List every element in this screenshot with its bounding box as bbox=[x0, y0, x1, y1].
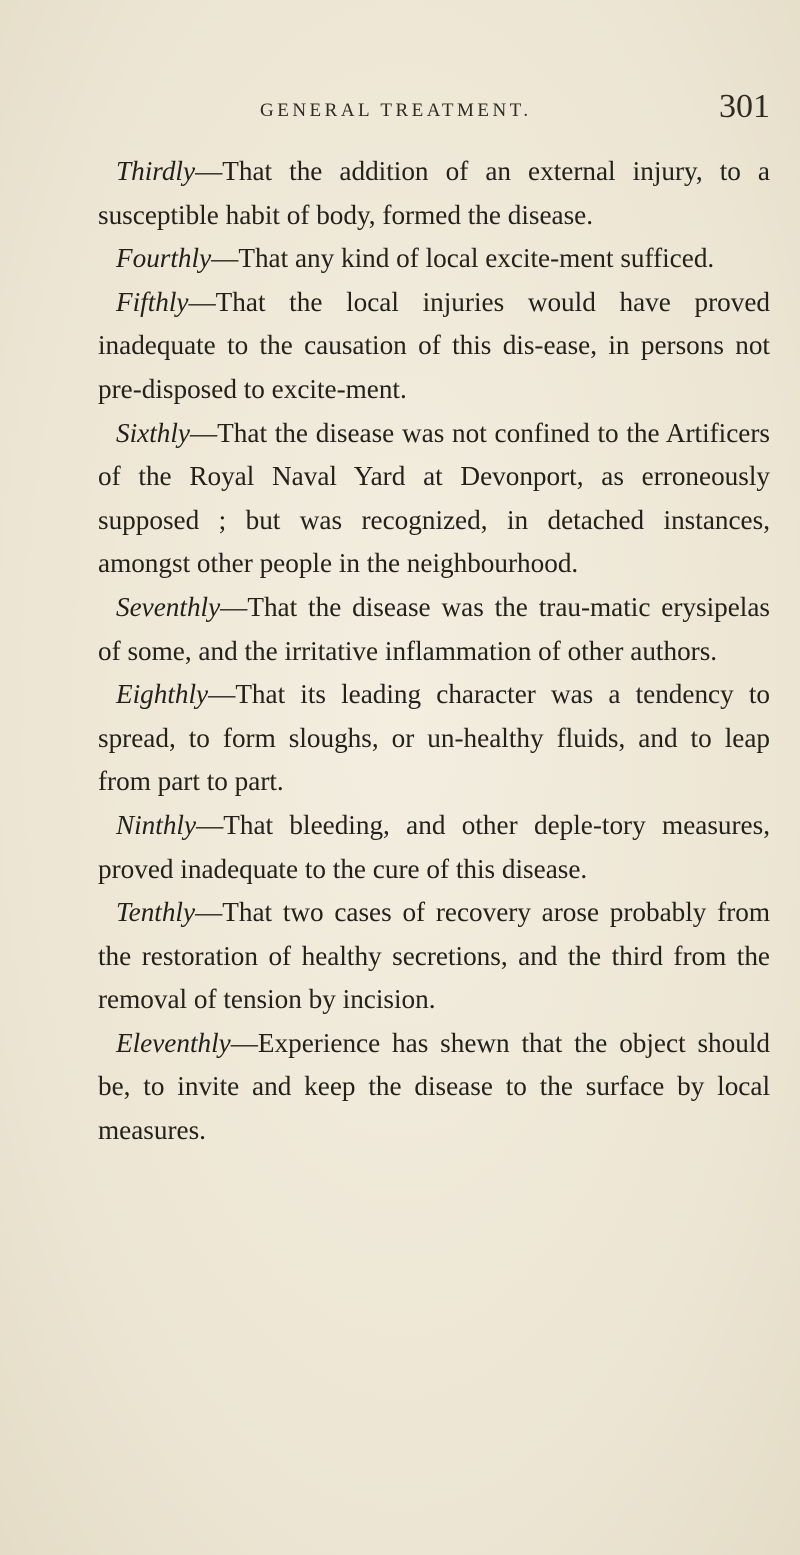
paragraph-seventhly bbox=[98, 586, 770, 673]
paragraph-text: —Experience has shewn that the object should be, to invite and keep the disease to the surface by local measures. bbox=[98, 1027, 770, 1146]
body-text bbox=[98, 150, 770, 1153]
paragraph-lead: Seventhly bbox=[116, 591, 221, 622]
paragraph-text: —That the addition of an external injury, to a susceptible habit of body, formed the disease. bbox=[98, 156, 770, 230]
paragraph-lead: Fourthly bbox=[116, 243, 212, 274]
paragraph-text: —That the disease was not confined to the Artificers of the Royal Naval Yard at Devonport, as erroneously supposed ; but was recognized, in detached instances, amongst other people in the neighbourhood. bbox=[98, 417, 770, 579]
paragraph-text: —That bleeding, and other deple-tory measures, proved inadequate to the cure of this disease. bbox=[98, 809, 770, 884]
paragraph-lead: Fifthly bbox=[116, 286, 189, 317]
paragraph-lead: Ninthly bbox=[116, 809, 197, 840]
paragraph-text: —That the disease was the trau-matic erysipelas of some, and the irritative inflammation of other authors. bbox=[98, 591, 770, 666]
paragraph-text: —That the local injuries would have proved inadequate to the causation of this dis-ease, in persons not pre-disposed to excite-ment. bbox=[98, 286, 770, 404]
paragraph-lead: Eleventhly bbox=[116, 1027, 231, 1058]
paragraph-text: —That its leading character was a tendency to spread, to form sloughs, or un-healthy fluids, and to leap from part to part. bbox=[98, 679, 770, 797]
paragraph-fourthly bbox=[98, 237, 770, 281]
paragraph-ninthly bbox=[98, 804, 770, 891]
paragraph-text: —That any kind of local excite-ment sufficed. bbox=[211, 243, 715, 274]
running-head: GENERAL TREATMENT. bbox=[260, 100, 532, 121]
paragraph-sixthly bbox=[98, 412, 770, 586]
paragraph-eleventhly bbox=[98, 1022, 770, 1153]
paragraph-lead: Tenthly bbox=[116, 897, 196, 928]
paragraph-lead: Sixthly bbox=[116, 417, 190, 448]
paragraph-tenthly bbox=[98, 891, 770, 1022]
paragraph-fifthly bbox=[98, 281, 770, 412]
page-number: 301 bbox=[719, 88, 770, 125]
paragraph-eighthly bbox=[98, 673, 770, 804]
paragraph-thirdly bbox=[98, 150, 770, 237]
paragraph-lead: Thirdly bbox=[116, 156, 196, 186]
paragraph-text: —That two cases of recovery arose probably from the restoration of healthy secretions, and the third from the removal of tension by incision. bbox=[98, 897, 770, 1015]
page-header bbox=[260, 88, 770, 132]
paragraph-lead: Eighthly bbox=[116, 679, 209, 710]
